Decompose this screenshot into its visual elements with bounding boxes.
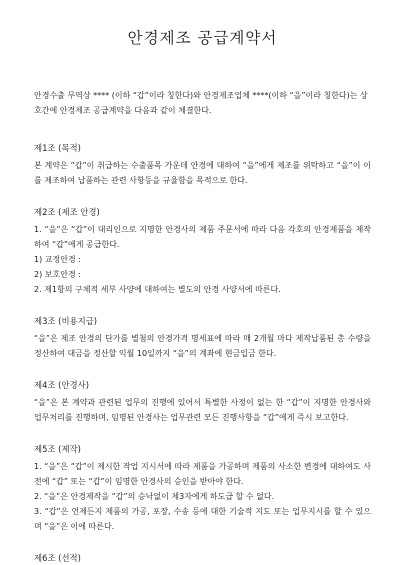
- article-section: [34, 142, 371, 188]
- article-line: 2. “을”은 안경제작을 “갑”의 승낙없이 제3자에게 하도급 할 수 없다.: [34, 492, 275, 501]
- intro-paragraph: 안경수출 무역상 **** (이하 “갑”이라 칭한다)와 안경제조업체 ****(이하 “을”이라 칭한다)는 상호간에 안경제조 공급계약을 다음과 같이 체결한다.: [34, 91, 368, 115]
- article-heading: 제1조 (목적): [34, 143, 81, 153]
- article-line: 1. “을”은 “갑”이 제시한 작업 지시서에 따라 제품을 가공하며 제품의 사소한 변경에 대하여도 사전에 “갑” 또는 “갑”이 임명한 안경사의 승인을 받아야 한다.: [34, 462, 371, 486]
- article-line: 3. “갑”은 언제든지 제품의 가공, 포장, 수송 등에 대한 기술적 지도 또는 업무지시를 할 수 있으며 “을”은 이에 따른다.: [34, 507, 371, 531]
- article-section: [34, 206, 371, 297]
- article-line: 2) 보호안경 :: [34, 270, 81, 279]
- sections-container: [34, 142, 371, 564]
- article-section: [34, 552, 371, 564]
- article-line: 2. 제1항의 구체적 세부 사양에 대하여는 별도의 안경 사양서에 따른다.: [34, 285, 281, 294]
- article-section: [34, 443, 371, 534]
- article-heading: 제4조 (안경사): [34, 380, 89, 390]
- article-line: “을”은 본 계약과 관련된 업무의 진행에 있어서 특별한 사정이 없는 한 “갑”이 지명한 안경사와 업무처리를 진행하며, 임명된 안경사는 업무관련 모든 진행사항을 “갑”에게 즉시 보고한다.: [34, 398, 371, 422]
- article-line: 1) 교정안경 :: [34, 255, 81, 264]
- article-heading: 제3조 (비용지급): [34, 316, 98, 326]
- article-heading: 제5조 (제작): [34, 444, 81, 454]
- article-line: “을”은 제조 안경의 단가를 별첨의 안경가격 명세표에 따라 매 2개월 마다 제작납품된 총 수량을 정산하여 대금을 정산할 익월 10일까지 “을”의 계좌에 현금입금 한다.: [34, 334, 371, 358]
- article-section: [34, 315, 371, 361]
- article-section: [34, 379, 371, 425]
- article-heading: 제2조 (제조 안경): [34, 207, 100, 217]
- article-line: 1. “을”은 “갑”이 대리인으로 지명한 안경사의 제품 주문서에 따라 다음 각호의 안경제품을 제작하여 “갑”에게 공급한다.: [34, 225, 371, 249]
- document-title: 안경제조 공급계약서: [127, 29, 278, 47]
- article-line: 본 계약은 “갑”이 취급하는 수출품목 가운데 안경에 대하여 “을”에게 제조를 위탁하고 “을”이 이를 제조하여 납품하는 관련 사항등을 규율함을 목적으로 한다.: [34, 161, 371, 185]
- article-heading: 제6조 (선적): [34, 553, 81, 563]
